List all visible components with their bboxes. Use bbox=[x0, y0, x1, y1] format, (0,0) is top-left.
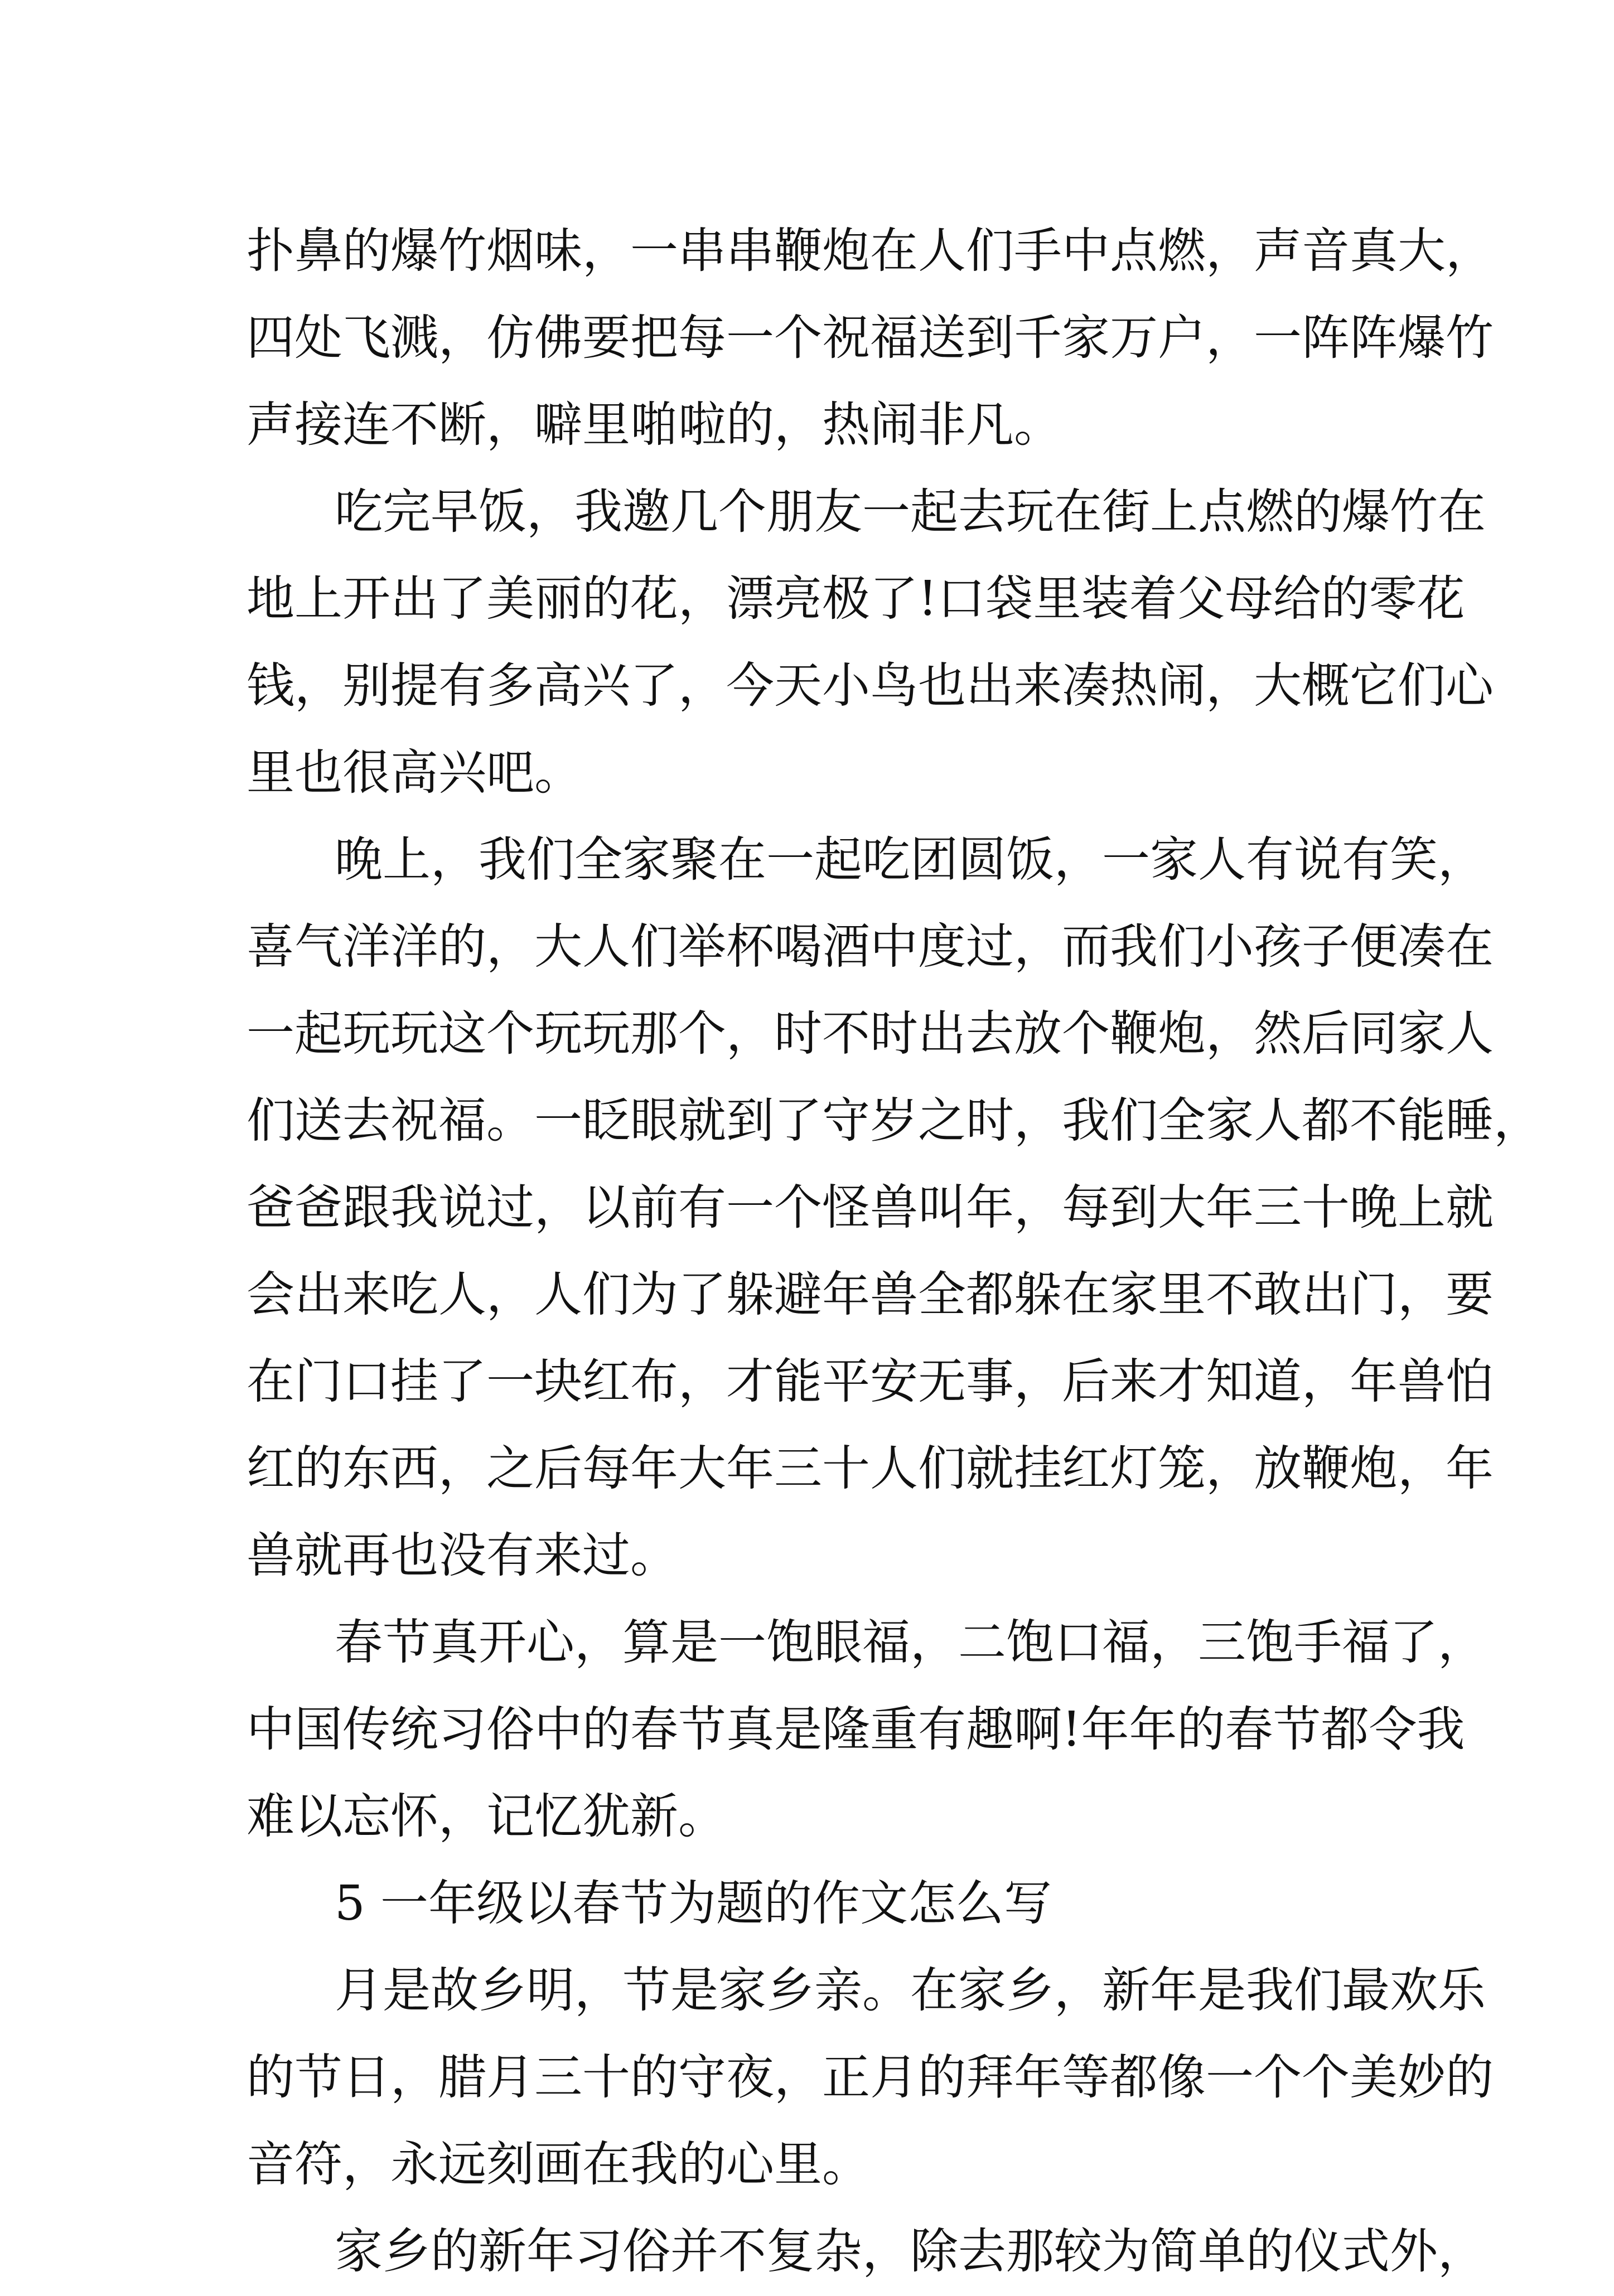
text-line: 爸爸跟我说过，以前有一个怪兽叫年，每到大年三十晚上就 bbox=[247, 1180, 1494, 1236]
text-line: 的节日，腊月三十的守夜，正月的拜年等都像一个个美妙的 bbox=[247, 2050, 1494, 2105]
section-heading: 5 一年级以春节为题的作文怎么写 bbox=[335, 1876, 1052, 1931]
text-line: 钱，别提有多高兴了，今天小鸟也出来凑热闹，大概它们心 bbox=[247, 658, 1494, 714]
text-line: 难以忘怀，记忆犹新。 bbox=[247, 1789, 726, 1844]
text-line: 一起玩玩这个玩玩那个，时不时出去放个鞭炮，然后同家人 bbox=[247, 1006, 1494, 1062]
text-line: 声接连不断，噼里啪啦的，热闹非凡。 bbox=[247, 397, 1062, 453]
text-line: 在门口挂了一块红布，才能平安无事，后来才知道，年兽怕 bbox=[247, 1354, 1494, 1409]
text-line: 红的东西，之后每年大年三十人们就挂红灯笼，放鞭炮，年 bbox=[247, 1441, 1494, 1496]
paragraph-first-line: 春节真开心，算是一饱眼福，二饱口福，三饱手福了， bbox=[335, 1615, 1486, 1670]
text-line: 会出来吃人，人们为了躲避年兽全都躲在家里不敢出门，要 bbox=[247, 1267, 1494, 1323]
text-line: 们送去祝福。一眨眼就到了守岁之时，我们全家人都不能睡， bbox=[247, 1093, 1541, 1149]
paragraph-first-line: 家乡的新年习俗并不复杂，除去那较为简单的仪式外， bbox=[335, 2224, 1486, 2279]
paragraph-first-line: 月是故乡明，节是家乡亲。在家乡，新年是我们最欢乐 bbox=[335, 1963, 1486, 2018]
paragraph-first-line: 晚上，我们全家聚在一起吃团圆饭，一家人有说有笑， bbox=[335, 832, 1486, 888]
text-line: 音符，永远刻画在我的心里。 bbox=[247, 2137, 870, 2192]
text-line: 地上开出了美丽的花，漂亮极了!口袋里装着父母给的零花 bbox=[247, 571, 1465, 627]
text-line: 里也很高兴吧。 bbox=[247, 745, 582, 801]
paragraph-first-line: 吃完早饭，我邀几个朋友一起去玩在街上点燃的爆竹在 bbox=[335, 484, 1486, 540]
text-line: 扑鼻的爆竹烟味，一串串鞭炮在人们手中点燃，声音真大， bbox=[247, 223, 1494, 279]
text-line: 四处飞溅，仿佛要把每一个祝福送到千家万户，一阵阵爆竹 bbox=[247, 310, 1494, 366]
text-line: 中国传统习俗中的春节真是隆重有趣啊!年年的春节都令我 bbox=[247, 1702, 1465, 1757]
text-line: 兽就再也没有来过。 bbox=[247, 1528, 678, 1583]
text-line: 喜气洋洋的，大人们举杯喝酒中度过，而我们小孩子便凑在 bbox=[247, 919, 1494, 975]
